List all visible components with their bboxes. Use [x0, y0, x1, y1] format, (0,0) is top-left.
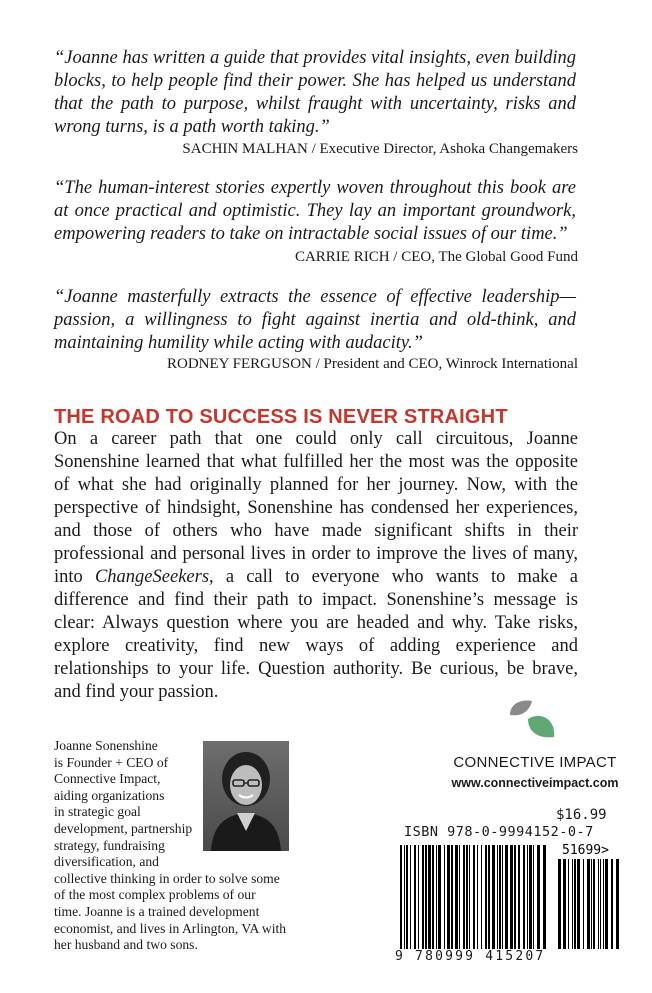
barcode-bar: [418, 845, 419, 949]
barcode-bar: [404, 845, 405, 949]
barcode-bar: [497, 845, 498, 949]
barcode-bar: [422, 845, 424, 949]
barcode-bar: [406, 845, 408, 949]
author-bio-line: Joanne Sonenshine: [54, 738, 158, 753]
barcode-bar: [527, 845, 528, 949]
section-heading: THE ROAD TO SUCCESS IS NEVER STRAIGHT: [54, 406, 508, 428]
barcode-digits: 9 780999 415207: [395, 949, 546, 964]
barcode-bar: [432, 845, 434, 949]
barcode-bars-main: [400, 845, 546, 949]
quote-ferguson: “Joanne masterfully extracts the essence of effective leadership—passion, a willingness to fight against inertia and old-think, and maintaining humility while acting with audacity.”: [54, 287, 576, 353]
barcode-bar: [529, 845, 532, 949]
barcode-bar: [400, 845, 402, 949]
barcode-bar: [537, 845, 540, 949]
price-label: $16.99: [556, 807, 607, 823]
author-portrait-icon: [203, 741, 289, 851]
author-bio-line: of the most complex problems of our: [54, 887, 256, 903]
barcode-bar: [459, 845, 460, 949]
barcode-bar: [410, 845, 411, 949]
barcode-bar: [577, 859, 580, 949]
barcode-bar: [583, 859, 584, 949]
author-bio-line: is Founder + CEO of: [54, 754, 169, 770]
author-bio-line: in strategic goal: [54, 804, 141, 820]
barcode-bar: [502, 845, 503, 949]
author-bio-line: time. Joanne is a trained development: [54, 903, 260, 919]
barcode-bar: [485, 845, 487, 949]
quote-rich: “The human-interest stories expertly woven throughout this book are at once practical and optimistic. They lay an important groundwork, empowering readers to take on intractable social issues of our time.”: [54, 178, 576, 244]
barcode-bar: [563, 859, 566, 949]
barcode-bars-addon: [558, 859, 619, 949]
barcode-bar: [477, 845, 478, 949]
attribution-malhan: SACHIN MALHAN / Executive Director, Ashoka Changemakers: [182, 141, 578, 157]
barcode-bar: [463, 845, 465, 949]
barcode-bar: [574, 859, 576, 949]
barcode-bar: [593, 859, 595, 949]
attribution-rich: CARRIE RICH / CEO, The Global Good Fund: [294, 249, 578, 265]
barcode-bar: [514, 845, 516, 949]
barcode-bar: [436, 845, 437, 949]
isbn-label: ISBN 978-0-9994152-0-7: [404, 824, 594, 840]
barcode-bar: [505, 845, 508, 949]
barcode-bar: [473, 845, 475, 949]
barcode-bar: [533, 845, 534, 949]
barcode-bar: [451, 845, 453, 949]
barcode-bar: [603, 859, 604, 949]
barcode-bar: [558, 859, 561, 949]
author-bio-line: development, partnership: [54, 820, 193, 836]
barcode-bar: [438, 845, 441, 949]
description-part-2: , a call to everyone who wants to make a difference and find their path to impact. Sonenshine’s message is clear: Always question where you are headed and why. Take risks, explore creativity, find new ways of adding experience and relationships to your life. Question authority. Be curious, be brave, and find your passion.: [54, 567, 578, 702]
isbn-barcode-icon: [398, 843, 620, 949]
barcode-bar: [600, 859, 601, 949]
barcode-bar: [605, 859, 608, 949]
barcode-bar: [444, 845, 445, 949]
barcode-bar: [523, 845, 525, 949]
barcode-bar: [469, 845, 470, 949]
logo-leaf-green: [528, 716, 554, 737]
publisher-url: www.connectiveimpact.com: [451, 776, 619, 790]
author-bio-line: diversification, and: [54, 854, 159, 870]
description-part-1: On a career path that one could only call circuitous, Joanne Sonenshine learned that what fulfilled her the most was the opposite of what she had originally planned for her journey. Now, with the perspective of hindsight, Sonenshine has condensed her experiences, and those of others who have made significant shifts in their professional and personal lives in order to improve the lives of many, into: [54, 429, 578, 587]
barcode-bar: [447, 845, 450, 949]
barcode-bar: [568, 859, 569, 949]
book-title: ChangeSeekers: [94, 567, 210, 587]
barcode-bar: [492, 845, 495, 949]
logo-leaf-gray: [510, 701, 532, 716]
author-bio-line: her husband and two sons.: [54, 937, 198, 953]
author-photo: [203, 741, 289, 851]
barcode-addon-digits: 51699>: [562, 843, 609, 858]
barcode-bar: [572, 859, 573, 949]
barcode-bar: [591, 859, 592, 949]
barcode-bar: [428, 845, 431, 949]
barcode-bar: [414, 845, 416, 949]
author-bio-line: strategy, fundraising: [54, 837, 165, 853]
barcode-bar: [616, 859, 619, 949]
barcode-bar: [598, 859, 599, 949]
barcode-bar: [481, 845, 482, 949]
author-bio-line: aiding organizations: [54, 787, 165, 803]
publisher-name: CONNECTIVE IMPACT: [453, 754, 617, 771]
barcode-bar: [611, 859, 613, 949]
barcode-bar: [488, 845, 490, 949]
barcode-bar: [543, 845, 546, 949]
barcode-bar: [518, 845, 520, 949]
attribution-ferguson: RODNEY FERGUSON / President and CEO, Winrock International: [166, 356, 578, 372]
barcode-bar: [455, 845, 458, 949]
author-bio-line: collective thinking in order to solve some: [54, 870, 280, 886]
author-bio-line: economist, and lives in Arlington, VA with: [54, 920, 287, 936]
quote-malhan: “Joanne has written a guide that provides vital insights, even building blocks, to help people find their power. She has helped us understand that the path to purpose, whilst fraught with uncertainty, risks and wrong turns, is a path worth taking.”: [54, 48, 576, 137]
barcode-bar: [466, 845, 468, 949]
barcode-bar: [499, 845, 501, 949]
book-description: [54, 428, 578, 704]
author-bio-line: Connective Impact,: [54, 771, 161, 787]
connective-impact-logo-icon: [506, 697, 558, 741]
barcode-bar: [587, 859, 590, 949]
barcode-bar: [510, 845, 513, 949]
barcode-bar: [425, 845, 427, 949]
